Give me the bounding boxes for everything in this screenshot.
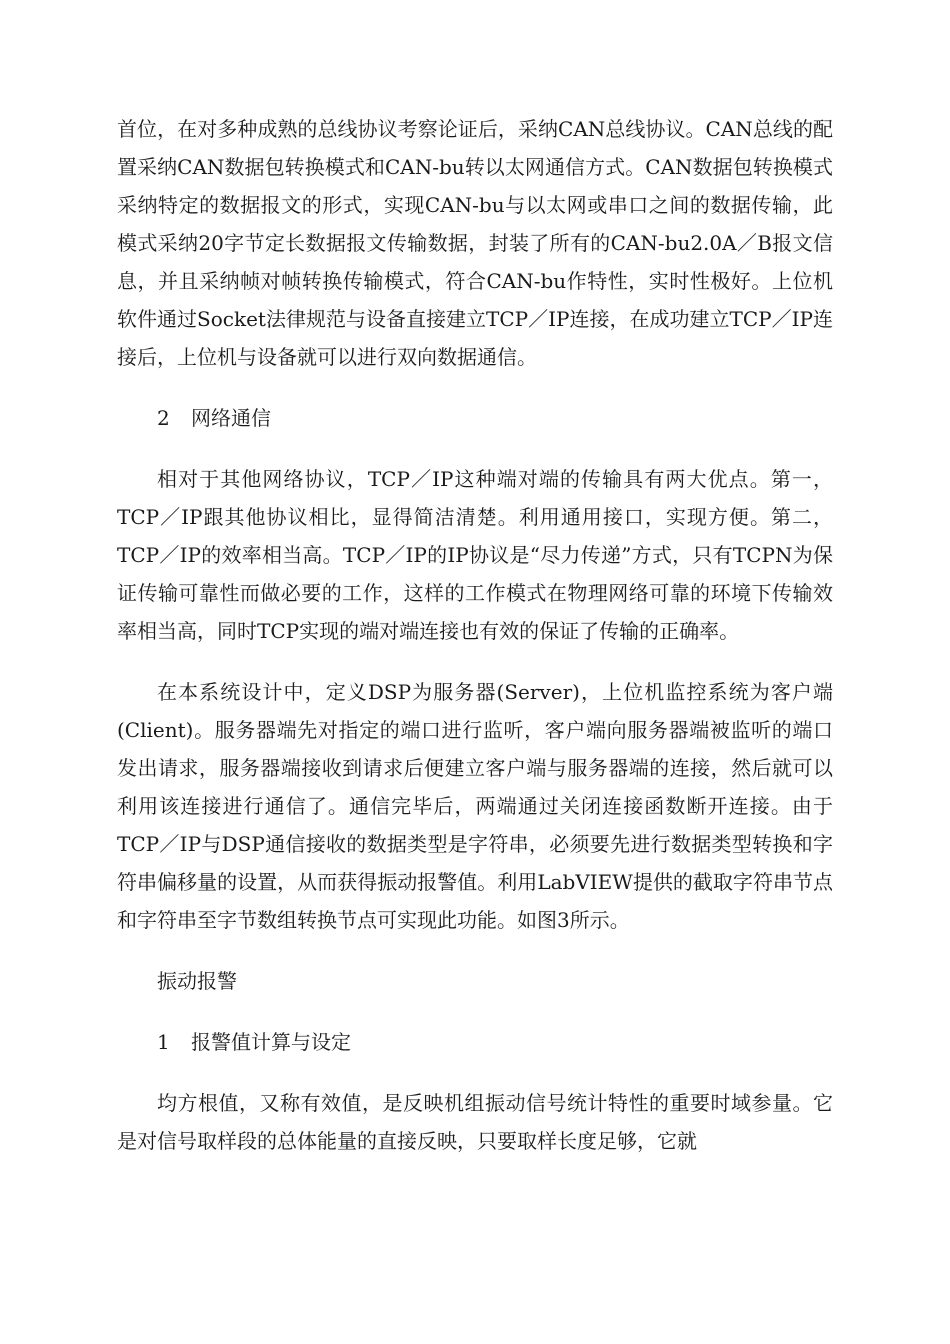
subsection-number: 1 (157, 1030, 170, 1054)
subsection-heading-alarm-calculation (117, 1023, 833, 1061)
subsection-title: 报警值计算与设定 (191, 1030, 351, 1054)
paragraph-protocol-selection: 首位，在对多种成熟的总线协议考察论证后，采纳CAN总线协议。CAN总线的配置采纳CAN数据包转换模式和CAN-bu转以太网通信方式。CAN数据包转换模式采纳特定的数据报文的形式，实现CAN-bu与以太网或串口之间的数据传输，此模式采纳20字节定长数据报文传输数据，封装了所有的CAN-bu2.0A／B报文信息，并且采纳帧对帧转换传输模式，符合CAN-bu作特性，实时性极好。上位机软件通过Socket法律规范与设备直接建立TCP／IP连接，在成功建立TCP／IP连接后，上位机与设备就可以进行双向数据通信。 (117, 117, 833, 369)
document-body (117, 110, 833, 1183)
paragraph-server-client-design: 在本系统设计中，定义DSP为服务器(Server)，上位机监控系统为客户端(Client)。服务器端先对指定的端口进行监听，客户端向服务器端被监听的端口发出请求，服务器端接收到请求后便建立客户端与服务器端的连接，然后就可以利用该连接进行通信了。通信完毕后，两端通过关闭连接函数断开连接。由于TCP／IP与DSP通信接收的数据类型是字符串，必须要先进行数据类型转换和字符串偏移量的设置，从而获得振动报警值。利用LabVIEW提供的截取字符串节点和字符串至字节数组转换节点可实现此功能。如图3所示。 (117, 680, 833, 932)
section-title: 振动报警 (157, 969, 237, 993)
section-number: 2 (157, 406, 170, 430)
section-heading-network-communication (117, 399, 833, 437)
section-title: 网络通信 (191, 406, 271, 430)
paragraph-rms-value: 均方根值，又称有效值，是反映机组振动信号统计特性的重要时域参量。它是对信号取样段的总体能量的直接反映，只要取样长度足够，它就 (117, 1091, 833, 1153)
section-heading-vibration-alarm (117, 962, 833, 1000)
paragraph-tcpip-advantages: 相对于其他网络协议，TCP／IP这种端对端的传输具有两大优点。第一，TCP／IP跟其他协议相比，显得简洁清楚。利用通用接口，实现方便。第二，TCP／IP的效率相当高。TCP／IP的IP协议是“尽力传递”方式，只有TCPN为保证传输可靠性而做必要的工作，这样的工作模式在物理网络可靠的环境下传输效率相当高，同时TCP实现的端对端连接也有效的保证了传输的正确率。 (117, 467, 833, 643)
